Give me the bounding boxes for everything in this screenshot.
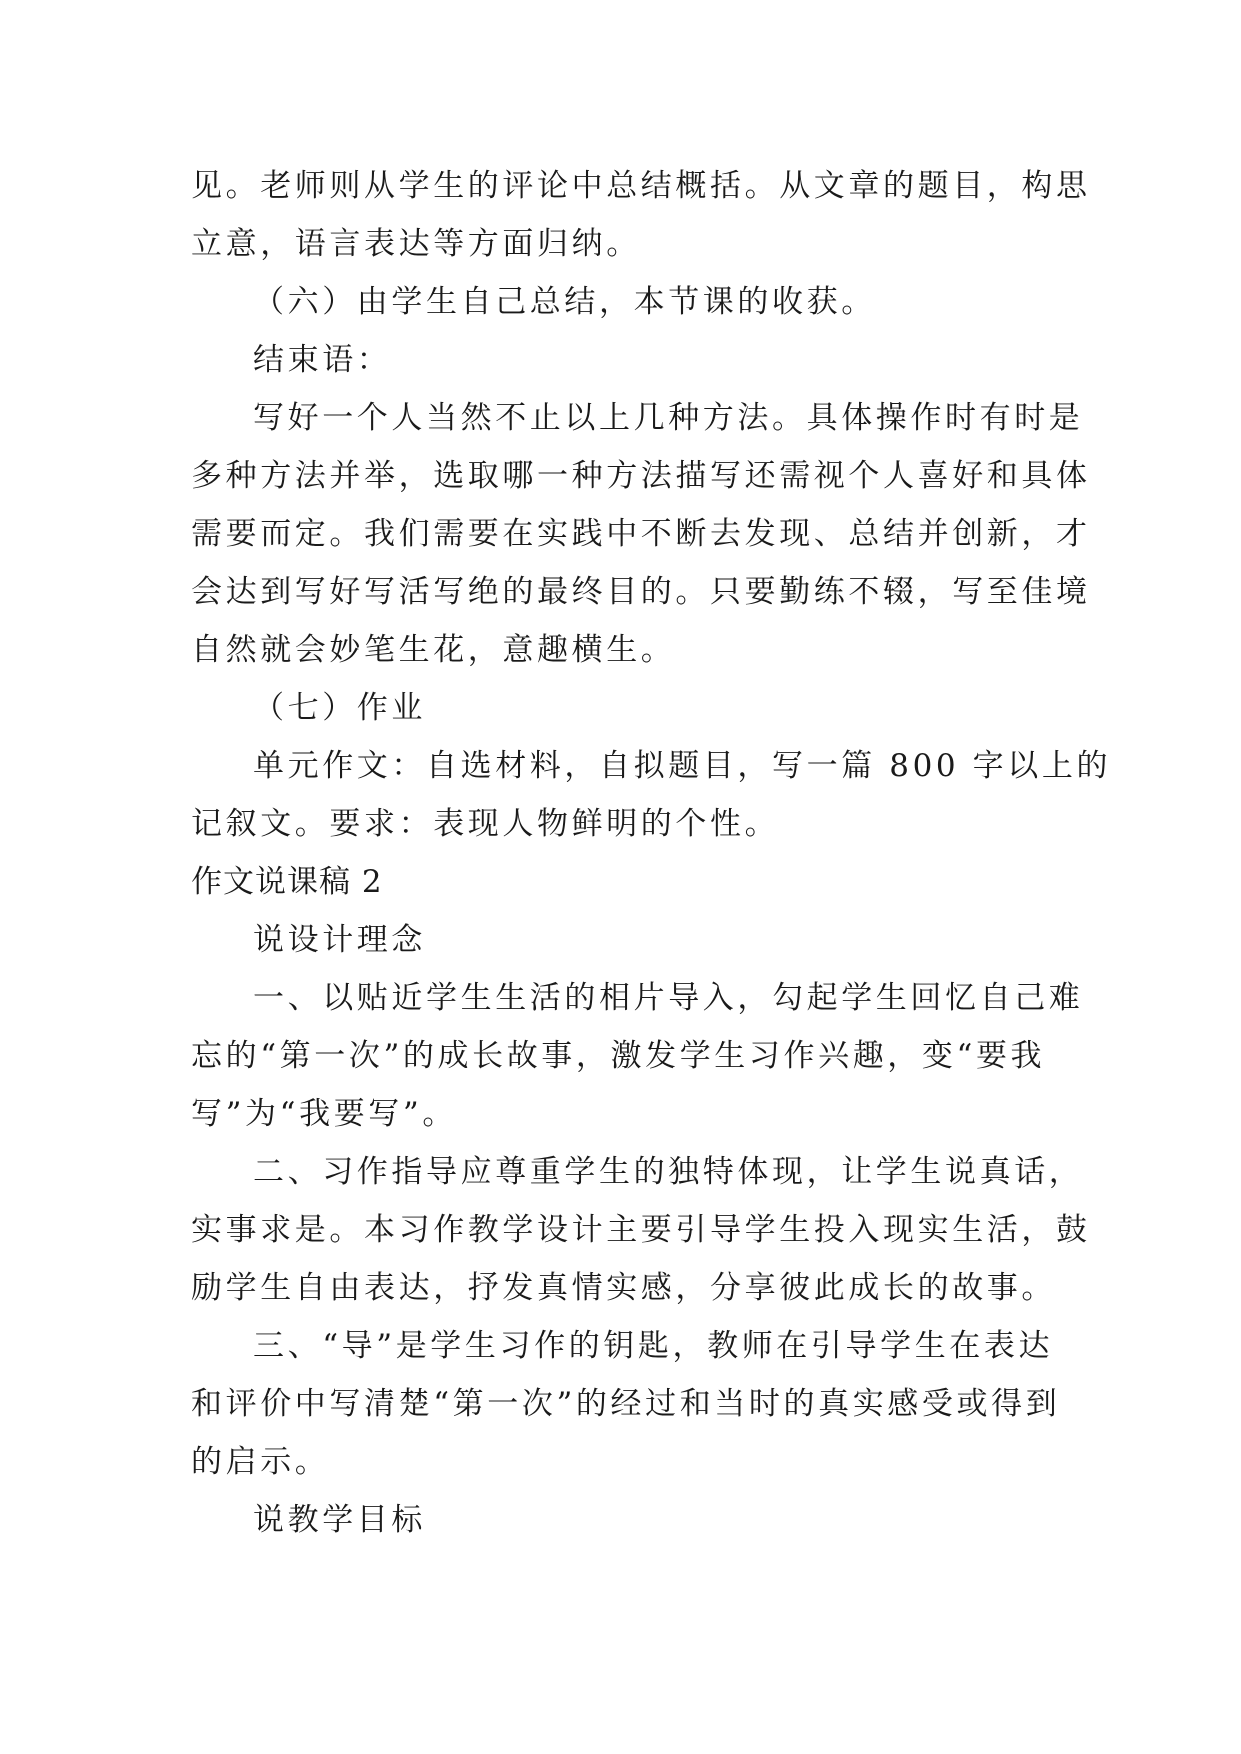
text-line: 三、“导”是学生习作的钥匙，教师在引导学生在表达 bbox=[253, 1328, 1054, 1364]
section-heading-6: （六）由学生自己总结，本节课的收获。 bbox=[253, 284, 876, 320]
text-line: 实事求是。本习作教学设计主要引导学生投入现实生活，鼓 bbox=[191, 1212, 1091, 1248]
section-heading-design: 说设计理念 bbox=[253, 922, 426, 958]
text-line: 二、习作指导应尊重学生的独特体现，让学生说真话， bbox=[253, 1154, 1084, 1190]
text-line: 会达到写好写活写绝的最终目的。只要勤练不辍，写至佳境 bbox=[191, 574, 1091, 610]
text-line: 自然就会妙笔生花，意趣横生。 bbox=[191, 632, 676, 668]
text-line: 一、以贴近学生生活的相片导入，勾起学生回忆自己难 bbox=[253, 980, 1084, 1016]
text-line: 忘的“第一次”的成长故事，激发学生习作兴趣，变“要我 bbox=[191, 1038, 1046, 1074]
text-line: 单元作文：自选材料，自拟题目，写一篇 800 字以上的 bbox=[253, 748, 1112, 784]
text-line: 记叙文。要求：表现人物鲜明的个性。 bbox=[191, 806, 780, 842]
text-line: 写”为“我要写”。 bbox=[191, 1096, 457, 1132]
document-body bbox=[191, 157, 1112, 1549]
text-line: 立意，语言表达等方面归纳。 bbox=[191, 226, 641, 262]
text-line: 励学生自由表达，抒发真情实感，分享彼此成长的故事。 bbox=[191, 1270, 1056, 1306]
text-line: 需要而定。我们需要在实践中不断去发现、总结并创新，才 bbox=[191, 516, 1091, 552]
section-heading-7: （七）作业 bbox=[253, 690, 426, 726]
document-title-2: 作文说课稿 2 bbox=[191, 864, 383, 900]
text-line: 写好一个人当然不止以上几种方法。具体操作时有时是 bbox=[253, 400, 1084, 436]
text-line: 见。老师则从学生的评论中总结概括。从文章的题目，构思 bbox=[191, 168, 1091, 204]
text-line: 多种方法并举，选取哪一种方法描写还需视个人喜好和具体 bbox=[191, 458, 1091, 494]
section-heading-goals: 说教学目标 bbox=[253, 1502, 426, 1538]
text-line: 的启示。 bbox=[191, 1444, 330, 1480]
conclusion-label: 结束语： bbox=[253, 342, 392, 378]
text-line: 和评价中写清楚“第一次”的经过和当时的真实感受或得到 bbox=[191, 1386, 1061, 1422]
